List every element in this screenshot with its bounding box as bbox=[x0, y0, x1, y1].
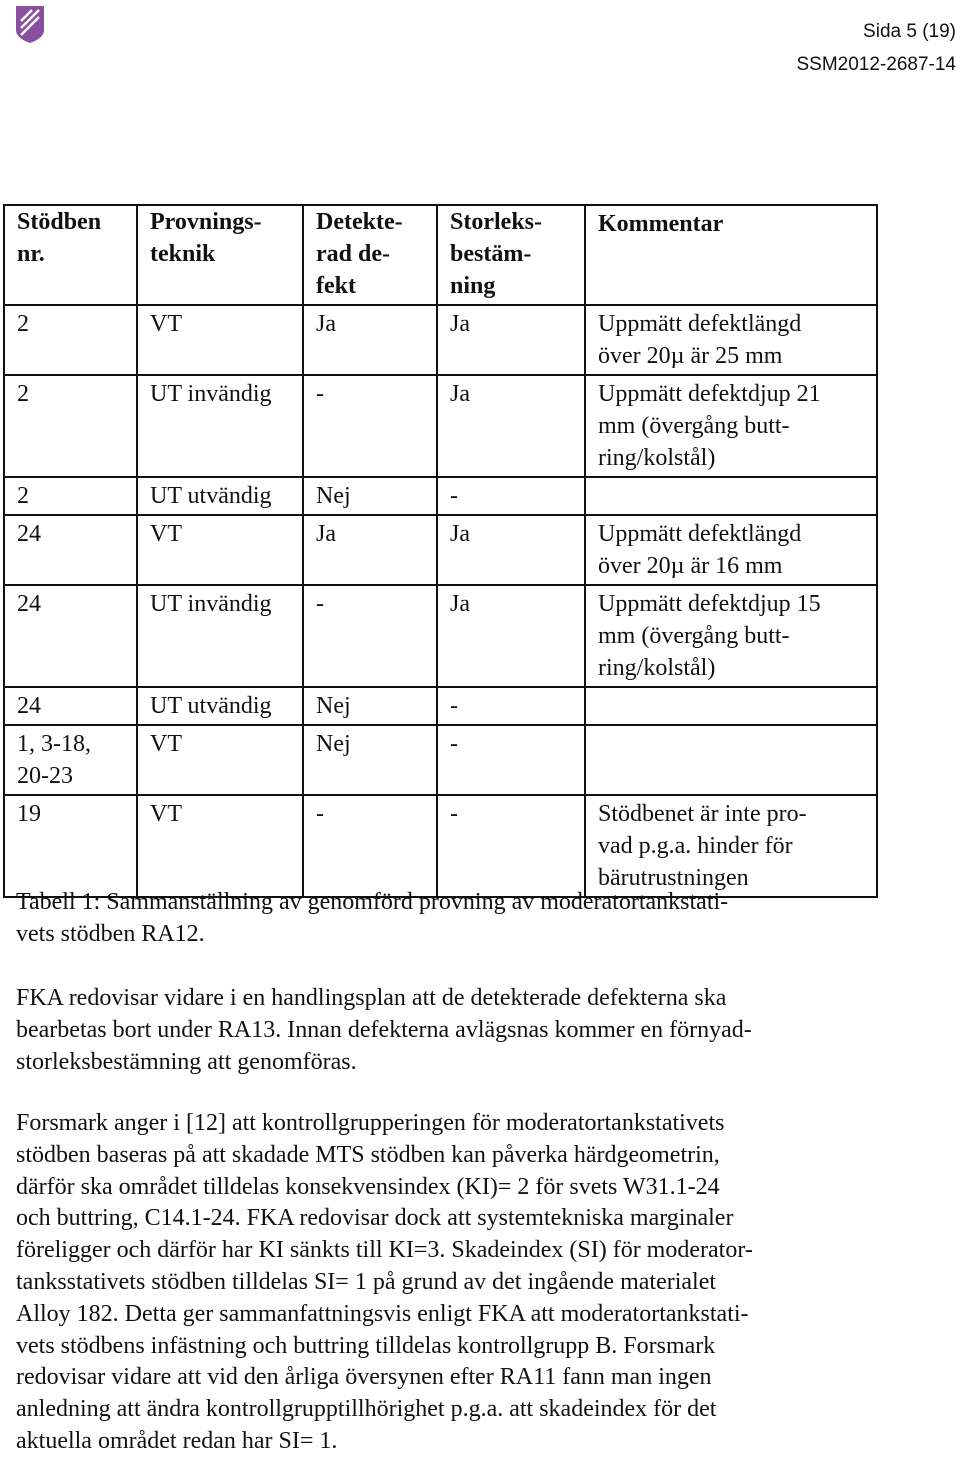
cell-detekterad-defekt: - bbox=[303, 795, 437, 897]
table-row bbox=[4, 725, 877, 795]
cell-detekterad-defekt: Nej bbox=[303, 725, 437, 795]
cell-detekterad-defekt: - bbox=[303, 375, 437, 477]
table-row bbox=[4, 585, 877, 687]
table-row bbox=[4, 687, 877, 725]
cell-detekterad-defekt: Ja bbox=[303, 305, 437, 375]
cell-storleksbestamning: - bbox=[437, 795, 585, 897]
cell-kommentar: Uppmätt defektlängd över 20µ är 16 mm bbox=[585, 515, 877, 585]
cell-provningsteknik: VT bbox=[137, 725, 303, 795]
table-row bbox=[4, 477, 877, 515]
cell-provningsteknik: UT utvändig bbox=[137, 687, 303, 725]
cell-storleksbestamning: Ja bbox=[437, 585, 585, 687]
cell-detekterad-defekt: Nej bbox=[303, 477, 437, 515]
cell-stodben: 19 bbox=[4, 795, 137, 897]
cell-detekterad-defekt: Ja bbox=[303, 515, 437, 585]
cell-provningsteknik: VT bbox=[137, 305, 303, 375]
organization-logo bbox=[15, 4, 45, 44]
cell-stodben: 1, 3-18, 20-23 bbox=[4, 725, 137, 795]
table-row bbox=[4, 375, 877, 477]
cell-stodben: 24 bbox=[4, 515, 137, 585]
header-detekterad-defekt: Detekte- rad de- fekt bbox=[303, 205, 437, 305]
inspection-summary-table bbox=[3, 204, 878, 898]
document-reference: SSM2012-2687-14 bbox=[796, 54, 956, 75]
cell-stodben: 2 bbox=[4, 305, 137, 375]
header-stodben: Stödben nr. bbox=[4, 205, 137, 305]
cell-storleksbestamning: - bbox=[437, 477, 585, 515]
cell-kommentar bbox=[585, 477, 877, 515]
cell-stodben: 24 bbox=[4, 585, 137, 687]
cell-provningsteknik: VT bbox=[137, 795, 303, 897]
cell-provningsteknik: UT invändig bbox=[137, 585, 303, 687]
cell-kommentar: Uppmätt defektdjup 21 mm (övergång butt- ring/kolstål) bbox=[585, 375, 877, 477]
cell-kommentar: Uppmätt defektlängd över 20µ är 25 mm bbox=[585, 305, 877, 375]
page-number: Sida 5 (19) bbox=[863, 21, 956, 42]
header-storleksbestamning: Storleks- bestäm- ning bbox=[437, 205, 585, 305]
body-paragraph-2: Forsmark anger i [12] att kontrollgrupperingen för moderatortankstativets stödben baseras på att skadade MTS stödben kan påverka härdgeometrin, därför ska området tilldelas konsekvensindex (KI)= 2 för svets W31.1-24 och buttring, C14.1-24. FKA redovisar dock att systemtekniska marginaler föreligger och därför har KI sänkts till KI=3. Skadeindex (SI) för moderator- tanksstativets stödben tilldelas SI= 1 på grund av det ingående materialet Alloy 182. Detta ger sammanfattningsvis enligt FKA att moderatortankstati- vets stödbens infästning och buttring tilldelas kontrollgrupp B. Forsmark redovisar vidare att vid den årliga översynen efter RA11 fann man ingen anledning att ändra kontrollgrupptillhörighet p.g.a. att skadeindex för det aktuella området redan har SI= 1. bbox=[16, 1110, 753, 1454]
cell-stodben: 2 bbox=[4, 477, 137, 515]
cell-storleksbestamning: - bbox=[437, 725, 585, 795]
cell-provningsteknik: VT bbox=[137, 515, 303, 585]
header-provningsteknik: Provnings- teknik bbox=[137, 205, 303, 305]
cell-storleksbestamning: Ja bbox=[437, 305, 585, 375]
cell-storleksbestamning: Ja bbox=[437, 515, 585, 585]
header-kommentar: Kommentar bbox=[585, 205, 877, 305]
cell-provningsteknik: UT invändig bbox=[137, 375, 303, 477]
cell-kommentar: Stödbenet är inte pro- vad p.g.a. hinder för bärutrustningen bbox=[585, 795, 877, 897]
table-row bbox=[4, 305, 877, 375]
cell-stodben: 24 bbox=[4, 687, 137, 725]
table-header-row bbox=[4, 205, 877, 305]
cell-stodben: 2 bbox=[4, 375, 137, 477]
cell-detekterad-defekt: Nej bbox=[303, 687, 437, 725]
table-row bbox=[4, 515, 877, 585]
body-paragraph-1: FKA redovisar vidare i en handlingsplan att de detekterade defekterna ska bearbetas bort under RA13. Innan defekterna avlägsnas kommer en förnyad- storleksbestämning att genomföras. bbox=[16, 985, 752, 1075]
cell-provningsteknik: UT utvändig bbox=[137, 477, 303, 515]
cell-kommentar: Uppmätt defektdjup 15 mm (övergång butt- ring/kolstål) bbox=[585, 585, 877, 687]
table-row bbox=[4, 795, 877, 897]
cell-detekterad-defekt: - bbox=[303, 585, 437, 687]
cell-storleksbestamning: - bbox=[437, 687, 585, 725]
cell-kommentar bbox=[585, 725, 877, 795]
cell-kommentar bbox=[585, 687, 877, 725]
cell-storleksbestamning: Ja bbox=[437, 375, 585, 477]
table-caption: Tabell 1: Sammanställning av genomförd provning av moderatortankstati- vets stödben RA12. bbox=[16, 889, 729, 947]
